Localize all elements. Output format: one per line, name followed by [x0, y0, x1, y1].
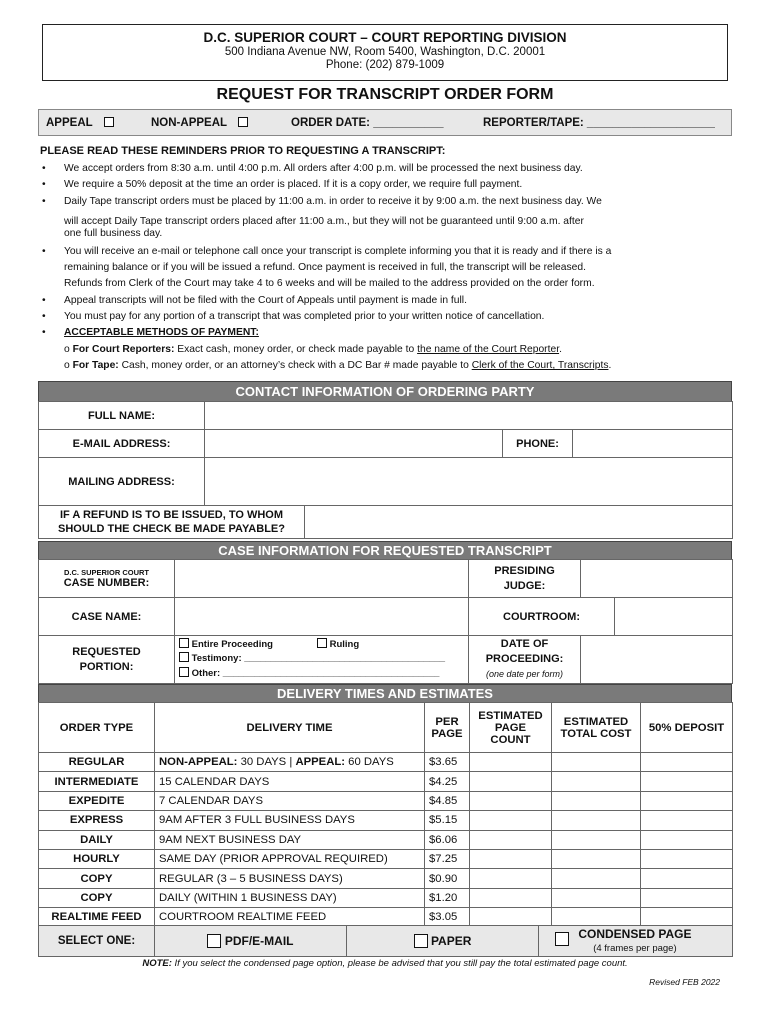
- non-appeal-days: 30 DAYS |: [237, 756, 296, 769]
- appeal-days: 60 DAYS: [345, 756, 394, 769]
- refund-payee-field[interactable]: [305, 506, 733, 539]
- col-per-page: PER PAGE: [425, 703, 470, 753]
- courtroom-label: COURTROOM:: [469, 598, 615, 636]
- reminder-text: Appeal transcripts will not be filed with the Court of Appeals until payment is made in full.: [64, 295, 467, 306]
- page-count-field[interactable]: [470, 753, 552, 772]
- pdf-checkbox[interactable]: [207, 934, 221, 948]
- deposit-field[interactable]: [641, 791, 733, 810]
- payment-heading: ACCEPTABLE METHODS OF PAYMENT:: [64, 327, 259, 338]
- table-row: [39, 888, 733, 907]
- price-cell: $5.15: [425, 811, 470, 830]
- order-date-field[interactable]: ORDER DATE: ___________: [291, 117, 444, 129]
- payment-tape-label: For Tape:: [72, 360, 119, 371]
- date-note: (one date per form): [485, 669, 564, 679]
- note-text: If you select the condensed page option, please be advised that you still pay the total estimated page count.: [171, 958, 628, 969]
- table-row: [39, 791, 733, 810]
- col-order-type: ORDER TYPE: [39, 703, 155, 753]
- deposit-field[interactable]: [641, 753, 733, 772]
- page-count-field[interactable]: [470, 811, 552, 830]
- paper-checkbox[interactable]: [414, 934, 428, 948]
- condensed-label: CONDENSED PAGE: [578, 926, 692, 941]
- order-type-cell: EXPEDITE: [39, 791, 155, 810]
- condensed-text: [578, 928, 691, 955]
- order-type-cell: HOURLY: [39, 849, 155, 868]
- order-type-cell: DAILY: [39, 830, 155, 849]
- email-label: E-MAIL ADDRESS:: [39, 430, 205, 458]
- testimony-checkbox[interactable]: [179, 652, 189, 662]
- format-select-table: [38, 925, 733, 957]
- reminder-text: Refunds from Clerk of the Court may take 4 to 6 weeks and will be mailed to the address provided on the order form.: [64, 278, 595, 289]
- total-cost-field[interactable]: [552, 830, 641, 849]
- appeal-text: APPEAL:: [295, 756, 346, 769]
- table-row: [39, 869, 733, 888]
- non-appeal-label: NON-APPEAL: [151, 117, 227, 129]
- requested-line-2: PORTION:: [79, 660, 134, 673]
- form-title: REQUEST FOR TRANSCRIPT ORDER FORM: [216, 86, 554, 103]
- order-strip: [38, 109, 732, 136]
- mailing-address-label: MAILING ADDRESS:: [39, 458, 205, 506]
- payment-cr-payee: the name of the Court Reporter: [417, 344, 560, 355]
- table-row: [39, 849, 733, 868]
- non-appeal-text: NON-APPEAL:: [159, 756, 238, 769]
- non-appeal-checkbox[interactable]: [238, 117, 248, 127]
- portion-options: [175, 636, 469, 684]
- order-type-cell: INTERMEDIATE: [39, 772, 155, 791]
- price-cell: $0.90: [425, 869, 470, 888]
- delivery-time-cell: 15 CALENDAR DAYS: [155, 772, 425, 791]
- revision-date: Revised FEB 2022: [649, 977, 720, 987]
- other-checkbox[interactable]: [179, 667, 189, 677]
- non-appeal-option[interactable]: [151, 117, 248, 129]
- col-delivery-time: DELIVERY TIME: [155, 703, 425, 753]
- delivery-time-cell: [155, 753, 425, 772]
- total-cost-field[interactable]: [552, 791, 641, 810]
- court-header: [42, 24, 728, 81]
- paper-label: PAPER: [430, 934, 472, 948]
- court-phone: Phone: (202) 879-1009: [325, 59, 445, 71]
- courtroom-field[interactable]: [615, 598, 733, 636]
- mailing-address-field[interactable]: [205, 458, 733, 506]
- col-deposit: 50% DEPOSIT: [641, 703, 733, 753]
- total-cost-field[interactable]: [552, 753, 641, 772]
- deposit-field[interactable]: [641, 888, 733, 907]
- price-cell: $6.06: [425, 830, 470, 849]
- page-count-field[interactable]: [470, 830, 552, 849]
- order-type-cell: COPY: [39, 869, 155, 888]
- presiding-judge-field[interactable]: [581, 560, 733, 598]
- reminder-text: will accept Daily Tape transcript orders placed after 11:00 a.m., but they will not be guaranteed until 9:00 a.m. after: [64, 216, 584, 227]
- payment-cr-text: Exact cash, money order, or check made payable to: [174, 344, 418, 355]
- reminder-text: Daily Tape transcript orders must be placed by 11:00 a.m. in order to receive it by 9:00 a.m. the next business day. We: [64, 196, 602, 207]
- delivery-time-cell: DAILY (WITHIN 1 BUSINESS DAY): [155, 888, 425, 907]
- email-field[interactable]: [205, 430, 503, 458]
- presiding-line-1: PRESIDING: [494, 564, 555, 577]
- col-estimated-total-cost: ESTIMATED TOTAL COST: [552, 703, 641, 753]
- page-count-field[interactable]: [470, 772, 552, 791]
- contact-table: [38, 401, 733, 539]
- delivery-table: [38, 702, 733, 928]
- delivery-time-cell: SAME DAY (PRIOR APPROVAL REQUIRED): [155, 849, 425, 868]
- condensed-checkbox[interactable]: [555, 932, 569, 946]
- reminder-text: You must pay for any portion of a transcript that was completed prior to your written notice of cancellation.: [64, 311, 545, 322]
- presiding-line-2: JUDGE:: [503, 579, 546, 592]
- refund-line-1: IF A REFUND IS TO BE ISSUED, TO WHOM: [59, 509, 284, 521]
- delivery-time-cell: 7 CALENDAR DAYS: [155, 791, 425, 810]
- phone-field[interactable]: [573, 430, 733, 458]
- col-estimated-page-count: ESTIMATED PAGE COUNT: [470, 703, 552, 753]
- reminder-text: We accept orders from 8:30 a.m. until 4:00 p.m. All orders after 4:00 p.m. will be processed the next business day.: [64, 163, 583, 174]
- court-address: 500 Indiana Avenue NW, Room 5400, Washington, D.C. 20001: [224, 46, 546, 58]
- order-type-cell: REALTIME FEED: [39, 908, 155, 927]
- date-line-1: DATE OF: [500, 638, 549, 650]
- order-type-cell: REGULAR: [39, 753, 155, 772]
- court-small-label: D.C. SUPERIOR COURT: [63, 568, 149, 577]
- deposit-field[interactable]: [641, 869, 733, 888]
- contact-section-header: CONTACT INFORMATION OF ORDERING PARTY: [38, 381, 732, 402]
- condensed-note-footer: [0, 958, 770, 969]
- deposit-field[interactable]: [641, 772, 733, 791]
- payment-tape-payee: Clerk of the Court, Transcripts: [471, 360, 609, 371]
- date-line-2: PROCEEDING:: [485, 653, 564, 665]
- appeal-label: APPEAL: [46, 117, 93, 129]
- page-count-field[interactable]: [470, 791, 552, 810]
- full-name-label: FULL NAME:: [39, 402, 205, 430]
- appeal-option[interactable]: [46, 117, 114, 129]
- reminder-text: remaining balance or if you will be issued a refund. Once payment is received in full, the transcript will be released.: [64, 262, 586, 273]
- ruling-checkbox[interactable]: [317, 638, 327, 648]
- total-cost-field[interactable]: [552, 811, 641, 830]
- delivery-time-cell: 9AM AFTER 3 FULL BUSINESS DAYS: [155, 811, 425, 830]
- pdf-option[interactable]: [155, 926, 347, 957]
- entire-proceeding-checkbox[interactable]: [179, 638, 189, 648]
- total-cost-field[interactable]: [552, 772, 641, 791]
- reminder-text: one full business day.: [64, 228, 163, 239]
- table-row: [39, 772, 733, 791]
- pdf-label: PDF/E-MAIL: [224, 934, 294, 948]
- order-type-cell: EXPRESS: [39, 811, 155, 830]
- price-cell: $1.20: [425, 888, 470, 907]
- total-cost-field[interactable]: [552, 849, 641, 868]
- case-number-field[interactable]: [175, 560, 469, 598]
- price-cell: $4.85: [425, 791, 470, 810]
- date-of-proceeding-field[interactable]: [581, 636, 733, 684]
- note-label: NOTE:: [142, 958, 172, 969]
- page-count-field[interactable]: [470, 888, 552, 907]
- payment-cr-label: For Court Reporters:: [72, 344, 175, 355]
- order-type-cell: COPY: [39, 888, 155, 907]
- phone-label: PHONE:: [503, 430, 573, 458]
- refund-payee-label: [39, 506, 305, 539]
- deposit-field[interactable]: [641, 811, 733, 830]
- price-cell: $3.65: [425, 753, 470, 772]
- delivery-section-header: DELIVERY TIMES AND ESTIMATES: [38, 684, 732, 703]
- ruling-label: Ruling: [329, 638, 360, 650]
- court-name: D.C. SUPERIOR COURT – COURT REPORTING DIVISION: [203, 30, 567, 45]
- deposit-field[interactable]: [641, 849, 733, 868]
- requested-portion-label: [39, 636, 175, 684]
- page-count-field[interactable]: [470, 869, 552, 888]
- total-cost-field[interactable]: [552, 869, 641, 888]
- deposit-field[interactable]: [641, 830, 733, 849]
- reminder-text: You will receive an e-mail or telephone call once your transcript is complete informing you that it is ready and if there is a: [64, 246, 612, 257]
- case-name-field[interactable]: [175, 598, 469, 636]
- date-of-proceeding-label: [469, 636, 581, 684]
- case-number-text: CASE NUMBER:: [63, 577, 150, 589]
- delivery-time-cell: COURTROOM REALTIME FEED: [155, 908, 425, 927]
- select-one-label: SELECT ONE:: [39, 926, 155, 957]
- total-cost-field[interactable]: [552, 888, 641, 907]
- requested-line-1: REQUESTED: [72, 645, 141, 658]
- condensed-note: (4 frames per page): [593, 942, 677, 954]
- case-name-label: CASE NAME:: [39, 598, 175, 636]
- price-cell: $4.25: [425, 772, 470, 791]
- delivery-time-cell: 9AM NEXT BUSINESS DAY: [155, 830, 425, 849]
- case-table: [38, 559, 733, 684]
- page-count-field[interactable]: [470, 849, 552, 868]
- payment-tape-text: Cash, money order, or an attorney’s check with a DC Bar # made payable to: [118, 360, 472, 371]
- price-cell: $3.05: [425, 908, 470, 927]
- appeal-checkbox[interactable]: [104, 117, 114, 127]
- table-row: [39, 830, 733, 849]
- other-field[interactable]: Other: _________________________________________: [191, 667, 440, 679]
- case-number-label: [39, 560, 175, 598]
- case-section-header: CASE INFORMATION FOR REQUESTED TRANSCRIPT: [38, 541, 732, 560]
- testimony-field[interactable]: Testimony: ______________________________________: [191, 653, 446, 665]
- delivery-time-cell: REGULAR (3 – 5 BUSINESS DAYS): [155, 869, 425, 888]
- paper-option[interactable]: [347, 926, 539, 957]
- full-name-field[interactable]: [205, 402, 733, 430]
- reminders-heading: PLEASE READ THESE REMINDERS PRIOR TO REQUESTING A TRANSCRIPT:: [40, 145, 446, 157]
- price-cell: $7.25: [425, 849, 470, 868]
- table-row: [39, 753, 733, 772]
- table-row: [39, 811, 733, 830]
- presiding-judge-label: [469, 560, 581, 598]
- condensed-option[interactable]: [539, 926, 733, 957]
- refund-line-2: SHOULD THE CHECK BE MADE PAYABLE?: [58, 523, 285, 535]
- reminder-text: We require a 50% deposit at the time an order is placed. If it is a copy order, we require full payment.: [64, 179, 523, 190]
- entire-proceeding-label: Entire Proceeding: [191, 638, 273, 650]
- reporter-tape-field[interactable]: REPORTER/TAPE: ____________________: [483, 117, 715, 129]
